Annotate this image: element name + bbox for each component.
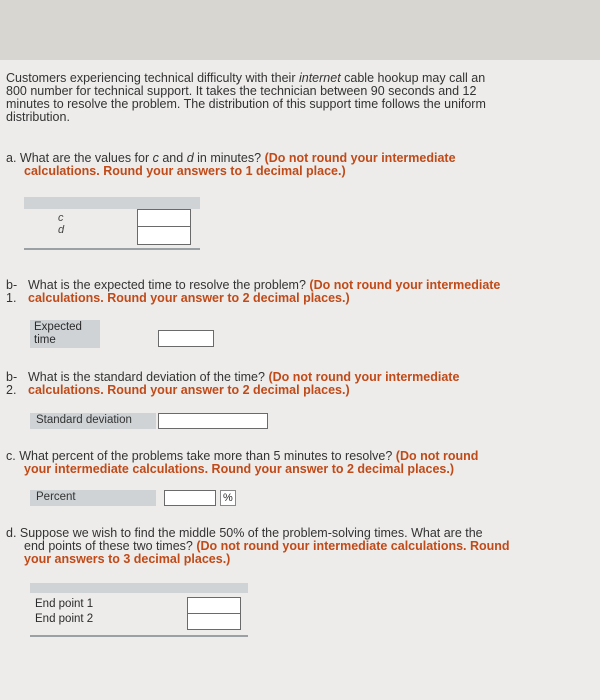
qb1-instruction-2: calculations. Round your answer to 2 decimal places.) — [28, 291, 350, 305]
qd-instruction-1: (Do not round your intermediate calculations. Round — [196, 539, 510, 553]
qd-instruction-2: your answers to 3 decimal places.) — [24, 552, 231, 566]
intro-line-4: distribution. — [6, 110, 70, 124]
expected-time-label — [30, 320, 100, 348]
qd-line-1: d. Suppose we wish to find the middle 50% of the problem-solving times. What are the — [6, 526, 483, 540]
qb2-instruction-1: (Do not round your intermediate — [268, 370, 460, 384]
qb1-number-1: b- — [6, 278, 18, 292]
end-point-2-label: End point 2 — [35, 613, 94, 625]
std-dev-label: Standard deviation — [30, 413, 156, 429]
question-b1 — [6, 279, 596, 305]
qa-table-footer — [24, 248, 200, 250]
end-point-1-input[interactable] — [187, 597, 241, 614]
qb2-number-2: 2. — [6, 383, 17, 397]
question-d — [6, 527, 596, 566]
qd-table-header — [30, 583, 248, 593]
qa-var-d: d — [186, 151, 194, 165]
std-dev-row — [30, 412, 268, 430]
qa-row-c-label: c — [58, 212, 64, 224]
end-point-1-label: End point 1 — [35, 598, 94, 610]
qa-instruction-1: (Do not round your intermediate — [264, 151, 456, 165]
qa-row-labels — [58, 212, 64, 236]
qd-line-2: end points of these two times? — [24, 539, 193, 553]
qc-line-1: c. What percent of the problems take more than 5 minutes to resolve? — [6, 449, 393, 463]
qd-table-footer — [30, 635, 248, 637]
qa-in-minutes: in minutes? — [197, 151, 262, 165]
qa-row-d-label: d — [58, 224, 65, 236]
intro-line-2: 800 number for technical support. It takes the technician between 90 seconds and 12 — [6, 84, 477, 98]
qb2-line-1: What is the standard deviation of the time? — [28, 370, 265, 384]
question-a — [6, 152, 596, 178]
qa-table-header — [24, 197, 200, 209]
percent-label: Percent — [30, 490, 156, 506]
qa-and: and — [162, 151, 184, 165]
endpoint-labels — [30, 597, 180, 631]
qa-instruction-2: calculations. Round your answers to 1 decimal place.) — [24, 164, 346, 178]
problem-intro — [6, 72, 596, 124]
qc-instruction-1: (Do not round — [395, 449, 479, 463]
worksheet-page — [0, 60, 600, 700]
question-c — [6, 450, 596, 476]
qb2-instruction-2: calculations. Round your answer to 2 decimal places.) — [28, 383, 350, 397]
qb1-line-1: What is the expected time to resolve the problem? — [28, 278, 306, 292]
intro-internet-word: internet — [298, 71, 341, 85]
question-b2 — [6, 371, 596, 397]
d-input[interactable] — [137, 226, 191, 245]
qb2-number-1: b- — [6, 370, 18, 384]
intro-line-3: minutes to resolve the problem. The distribution of this support time follows the uniform — [6, 97, 486, 111]
percent-input[interactable] — [164, 490, 216, 506]
percent-row — [30, 489, 236, 507]
qb1-number-2: 1. — [6, 291, 17, 305]
percent-unit: % — [220, 490, 236, 506]
expected-label-line-2: time — [34, 334, 56, 346]
qa-prefix: a. What are the values for — [6, 151, 150, 165]
qc-instruction-2: your intermediate calculations. Round your answer to 2 decimal places.) — [24, 462, 454, 476]
qb1-instruction-1: (Do not round your intermediate — [309, 278, 501, 292]
std-dev-input[interactable] — [158, 413, 268, 429]
intro-line-1b: cable hookup may call an — [344, 71, 486, 85]
qa-var-c: c — [152, 151, 159, 165]
expected-time-input[interactable] — [158, 330, 214, 347]
expected-label-line-1: Expected — [34, 321, 82, 333]
end-point-2-input[interactable] — [187, 613, 241, 630]
intro-line-1: Customers experiencing technical difficulty with their — [6, 71, 296, 85]
